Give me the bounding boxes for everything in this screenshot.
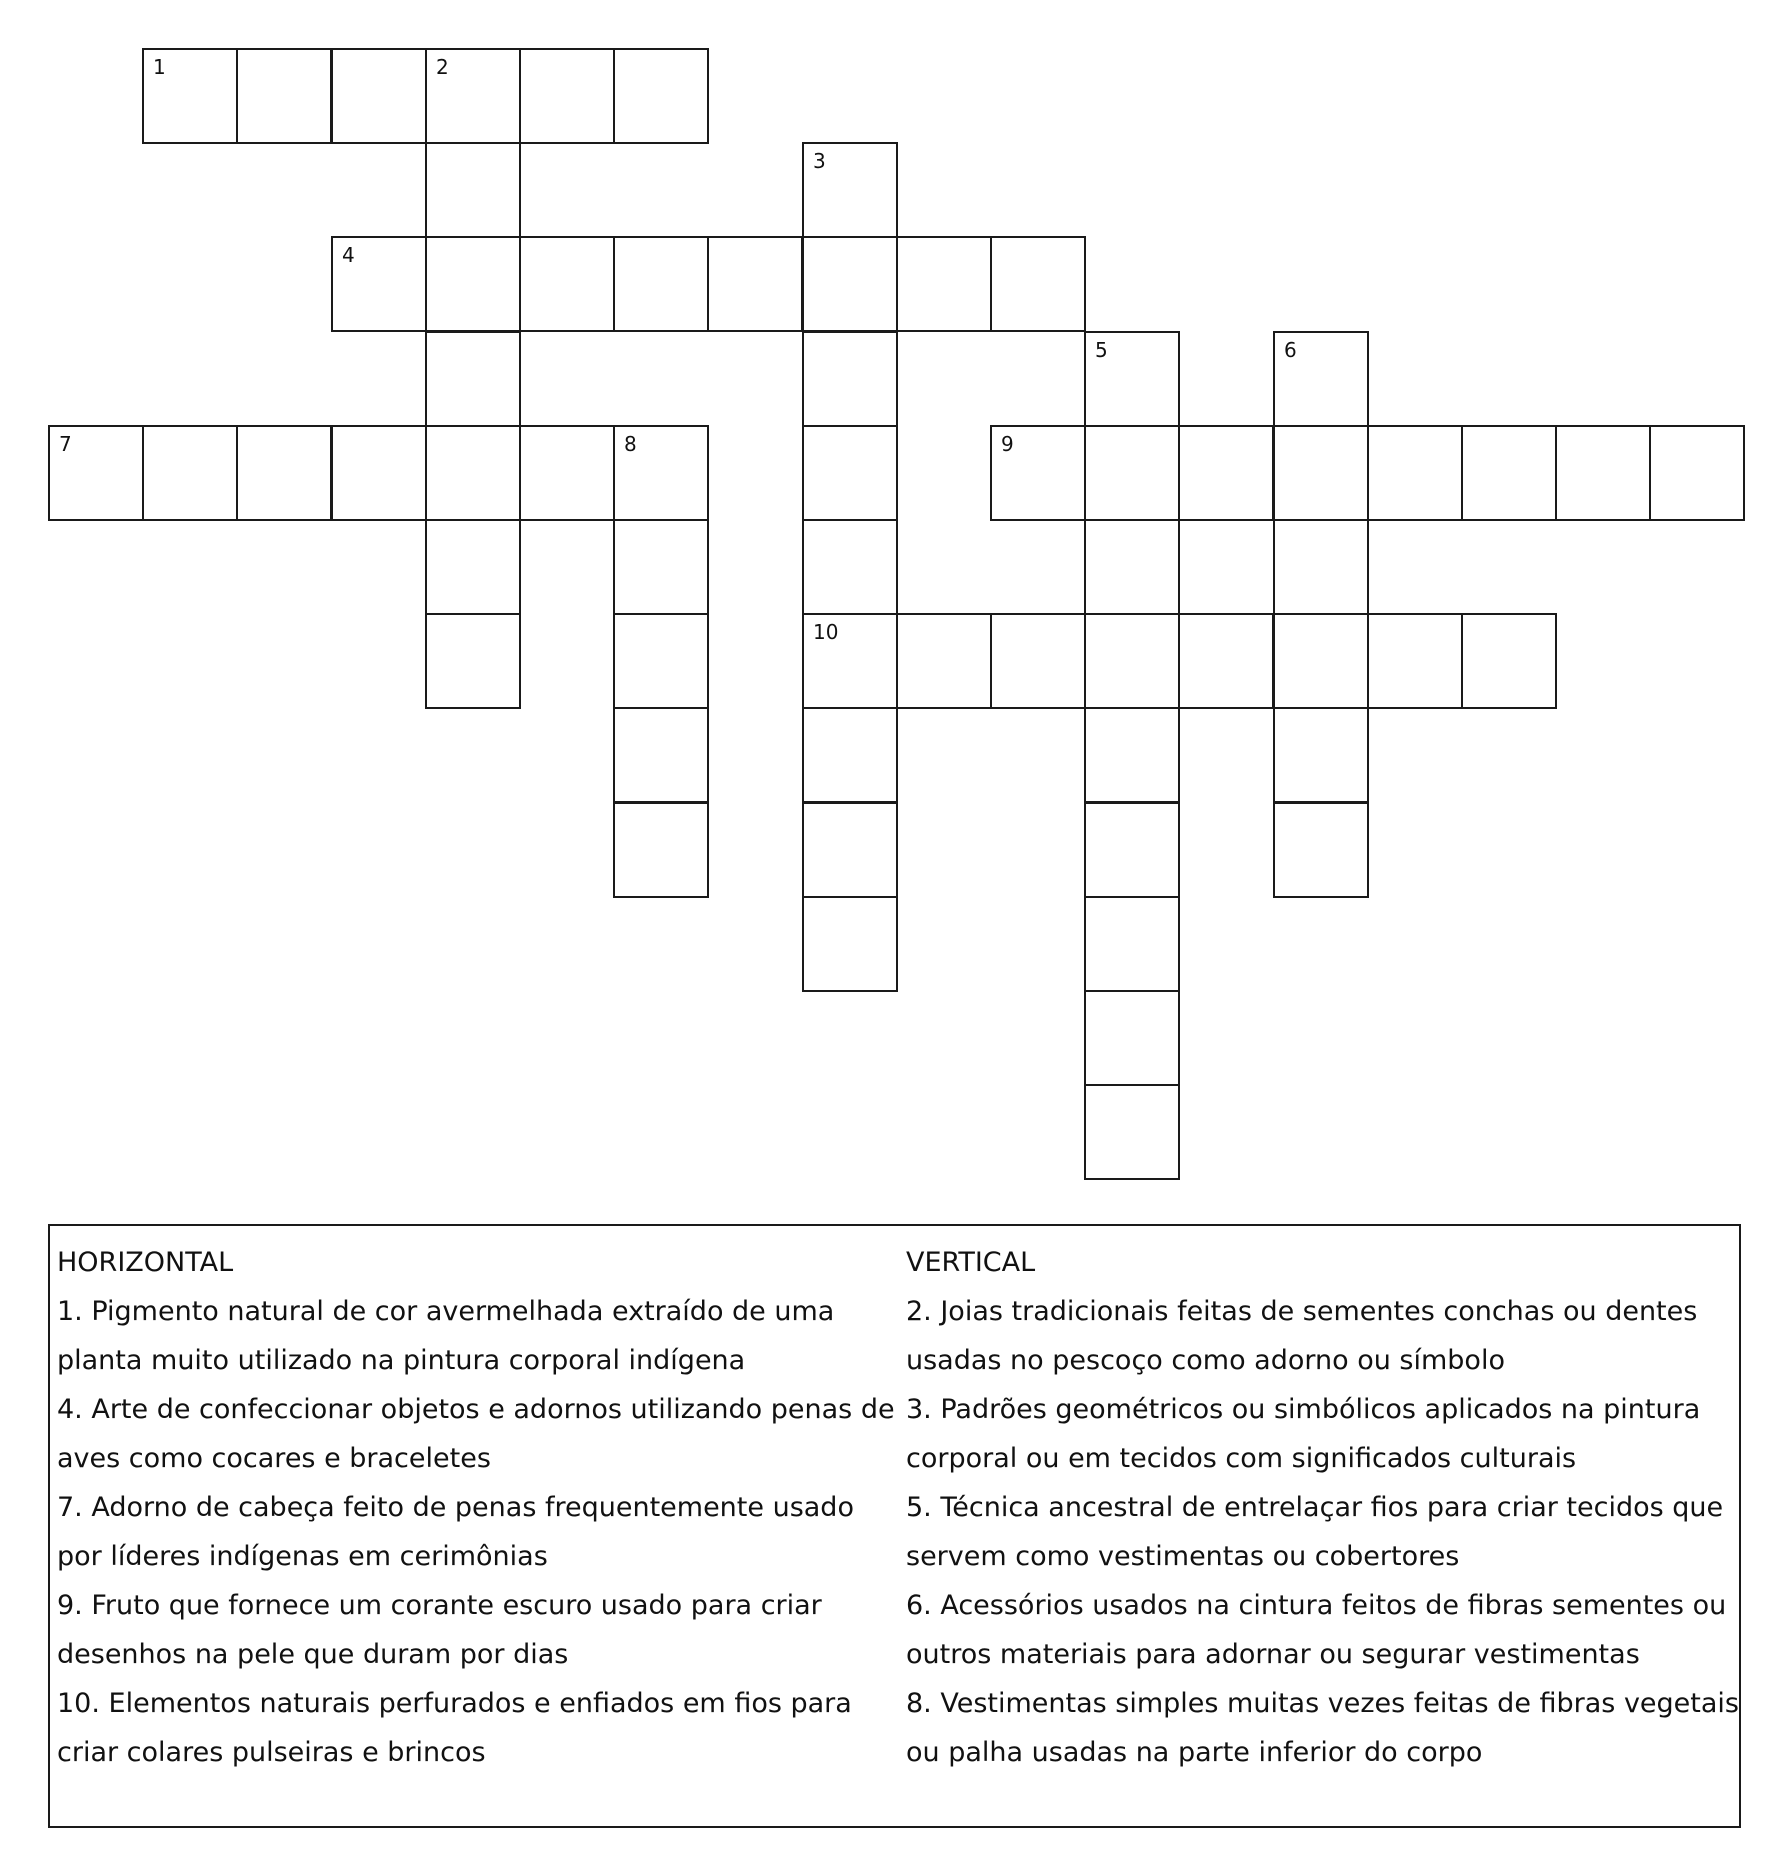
crossword-cell[interactable] <box>613 236 709 332</box>
clue-line: 7. Adorno de cabeça feito de penas frequentemente usado <box>57 1492 854 1523</box>
clue-line: 1. Pigmento natural de cor avermelhada extraído de uma <box>57 1296 835 1327</box>
clue-line: corporal ou em tecidos com significados culturais <box>906 1443 1577 1474</box>
crossword-cell[interactable] <box>519 236 615 332</box>
crossword-cell[interactable] <box>425 331 521 427</box>
crossword-cell[interactable] <box>1461 613 1557 709</box>
clue-line: 10. Elementos naturais perfurados e enfiados em fios para <box>57 1688 852 1719</box>
crossword-cell[interactable] <box>802 236 898 332</box>
crossword-cell[interactable] <box>1084 425 1180 521</box>
crossword-cell[interactable] <box>802 707 898 803</box>
clue-line: 9. Fruto que fornece um corante escuro usado para criar <box>57 1590 822 1621</box>
crossword-cell[interactable] <box>236 48 332 144</box>
crossword-cell[interactable] <box>142 48 238 144</box>
crossword-cell[interactable] <box>331 236 427 332</box>
clue-number: 6 <box>1284 338 1297 362</box>
crossword-cell[interactable] <box>1649 425 1745 521</box>
crossword-cell[interactable] <box>896 236 992 332</box>
crossword-cell[interactable] <box>1273 802 1369 898</box>
vertical-clues <box>906 1238 1739 1777</box>
crossword-cell[interactable] <box>1273 425 1369 521</box>
crossword-cell[interactable] <box>1178 613 1274 709</box>
crossword-cell[interactable] <box>613 425 709 521</box>
crossword-cell[interactable] <box>1555 425 1651 521</box>
crossword-cell[interactable] <box>613 707 709 803</box>
crossword-cell[interactable] <box>1084 896 1180 992</box>
clue-line: 8. Vestimentas simples muitas vezes feitas de fibras vegetais <box>906 1688 1739 1719</box>
crossword-cell[interactable] <box>1178 425 1274 521</box>
clue-line: usadas no pescoço como adorno ou símbolo <box>906 1345 1505 1376</box>
clue-line: aves como cocares e braceletes <box>57 1443 491 1474</box>
crossword-cell[interactable] <box>802 142 898 238</box>
crossword-cell[interactable] <box>896 613 992 709</box>
crossword-cell[interactable] <box>1273 519 1369 615</box>
crossword-cell[interactable] <box>1084 707 1180 803</box>
clues-box <box>48 1224 1741 1828</box>
crossword-cell[interactable] <box>707 236 803 332</box>
crossword-cell[interactable] <box>425 236 521 332</box>
crossword-cell[interactable] <box>425 142 521 238</box>
crossword-cell[interactable] <box>331 48 427 144</box>
clue-number: 5 <box>1095 338 1108 362</box>
crossword-cell[interactable] <box>613 613 709 709</box>
crossword-cell[interactable] <box>1273 331 1369 427</box>
crossword-cell[interactable] <box>519 425 615 521</box>
clue-line: outros materiais para adornar ou segurar vestimentas <box>906 1639 1640 1670</box>
crossword-cell[interactable] <box>1084 613 1180 709</box>
crossword-cell[interactable] <box>802 425 898 521</box>
clue-number: 7 <box>59 432 72 456</box>
crossword-cell[interactable] <box>990 236 1086 332</box>
crossword-cell[interactable] <box>425 613 521 709</box>
clue-number: 8 <box>624 432 637 456</box>
crossword-cell[interactable] <box>1461 425 1557 521</box>
horizontal-clues <box>57 1238 897 1777</box>
horizontal-heading: HORIZONTAL <box>57 1247 234 1278</box>
clue-line: 4. Arte de confeccionar objetos e adornos utilizando penas de <box>57 1394 895 1425</box>
clue-line: criar colares pulseiras e brincos <box>57 1737 486 1768</box>
clue-line: ou palha usadas na parte inferior do corpo <box>906 1737 1483 1768</box>
crossword-cell[interactable] <box>142 425 238 521</box>
crossword-cell[interactable] <box>425 519 521 615</box>
crossword-cell[interactable] <box>425 425 521 521</box>
crossword-cell[interactable] <box>1367 425 1463 521</box>
crossword-cell[interactable] <box>236 425 332 521</box>
clue-line: 5. Técnica ancestral de entrelaçar fios para criar tecidos que <box>906 1492 1724 1523</box>
crossword-cell[interactable] <box>613 519 709 615</box>
crossword-cell[interactable] <box>1273 613 1369 709</box>
crossword-cell[interactable] <box>1084 990 1180 1086</box>
vertical-heading: VERTICAL <box>906 1247 1036 1278</box>
crossword-cell[interactable] <box>48 425 144 521</box>
clue-line: planta muito utilizado na pintura corporal indígena <box>57 1345 746 1376</box>
crossword-cell[interactable] <box>1084 331 1180 427</box>
crossword-cell[interactable] <box>1273 707 1369 803</box>
crossword-cell[interactable] <box>990 613 1086 709</box>
clue-number: 1 <box>153 55 166 79</box>
clue-line: 2. Joias tradicionais feitas de sementes conchas ou dentes <box>906 1296 1698 1327</box>
crossword-cell[interactable] <box>1084 802 1180 898</box>
crossword-cell[interactable] <box>613 48 709 144</box>
clue-number: 10 <box>813 620 839 644</box>
crossword-cell[interactable] <box>1084 1084 1180 1180</box>
clue-number: 9 <box>1001 432 1014 456</box>
crossword-cell[interactable] <box>425 48 521 144</box>
crossword-cell[interactable] <box>802 613 898 709</box>
crossword-cell[interactable] <box>331 425 427 521</box>
crossword-cell[interactable] <box>613 802 709 898</box>
crossword-cell[interactable] <box>519 48 615 144</box>
crossword-cell[interactable] <box>1367 613 1463 709</box>
clue-line: 6. Acessórios usados na cintura feitos de fibras sementes ou <box>906 1590 1727 1621</box>
clue-number: 2 <box>436 55 449 79</box>
crossword-cell[interactable] <box>802 802 898 898</box>
clue-line: 3. Padrões geométricos ou simbólicos aplicados na pintura <box>906 1394 1701 1425</box>
clue-line: servem como vestimentas ou cobertores <box>906 1541 1460 1572</box>
crossword-cell[interactable] <box>990 425 1086 521</box>
clue-line: desenhos na pele que duram por dias <box>57 1639 569 1670</box>
crossword-cell[interactable] <box>1084 519 1180 615</box>
crossword-cell[interactable] <box>802 331 898 427</box>
crossword-cell[interactable] <box>802 519 898 615</box>
crossword-cell[interactable] <box>802 896 898 992</box>
clue-number: 3 <box>813 149 826 173</box>
clue-number: 4 <box>342 243 355 267</box>
clue-line: por líderes indígenas em cerimônias <box>57 1541 548 1572</box>
